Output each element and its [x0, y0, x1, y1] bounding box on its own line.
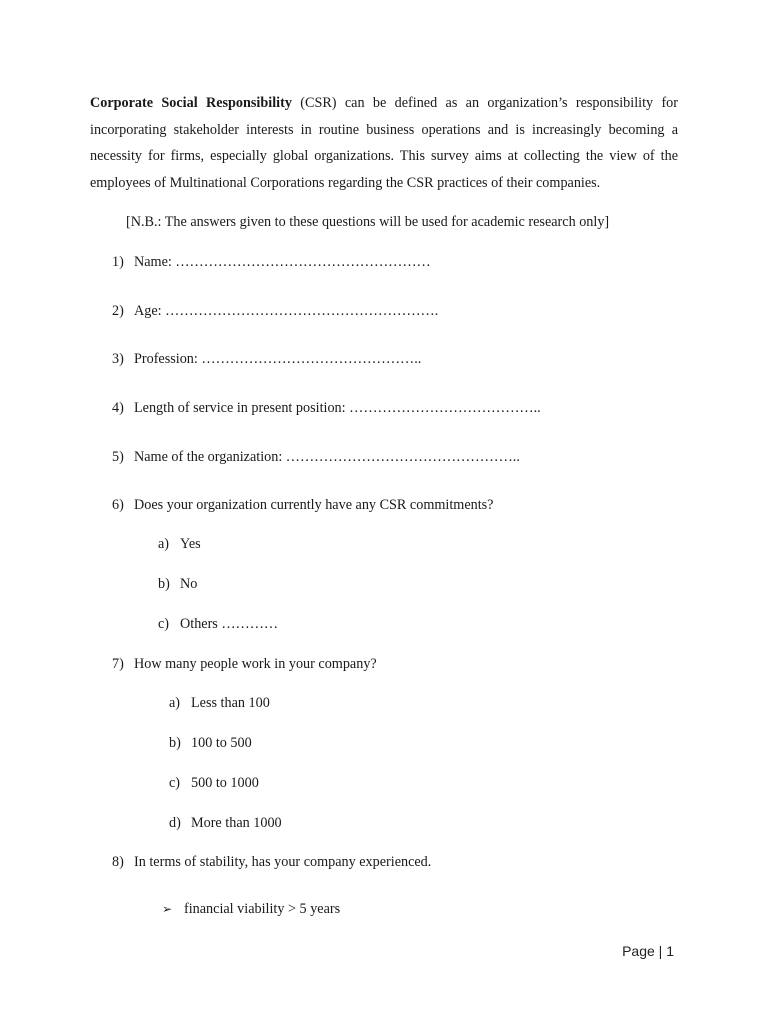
- option-letter: a): [158, 536, 170, 552]
- question-number: 8): [112, 854, 124, 870]
- question-number: 3): [112, 351, 124, 367]
- intro-text: (CSR) can be defined as an organization’s responsibility for incorporating stakeholder interests in routine business operations and is increasingly becoming a necessity for firms, especially global organizations. This survey aims at collecting the view of the employees of Multinational Corporations regarding the CSR practices of their companies.: [90, 95, 678, 191]
- question-number: 2): [112, 303, 124, 319]
- option-text: Others …………: [180, 616, 279, 632]
- option-text: More than 1000: [191, 815, 282, 831]
- research-note: [N.B.: The answers given to these questions will be used for academic research only]: [126, 214, 610, 230]
- question-number: 7): [112, 656, 124, 672]
- question-number: 4): [112, 400, 124, 416]
- question-text: In terms of stability, has your company experienced.: [134, 854, 432, 870]
- option-letter: a): [169, 695, 181, 711]
- question-text: How many people work in your company?: [134, 656, 377, 672]
- question-number: 6): [112, 497, 124, 513]
- question-text: Age: ………………………………………………….: [134, 303, 439, 319]
- option-text: Yes: [180, 536, 201, 552]
- intro-paragraph: [90, 90, 678, 196]
- question-text: Name of the organization: …………………………………………..: [134, 449, 520, 465]
- question-number: 5): [112, 449, 124, 465]
- question-text: Name: ………………………………………………: [134, 254, 431, 270]
- bullet-text: financial viability > 5 years: [184, 901, 341, 917]
- option-text: 500 to 1000: [191, 775, 259, 791]
- option-letter: d): [169, 815, 181, 831]
- option-letter: c): [158, 616, 170, 632]
- option-text: Less than 100: [191, 695, 270, 711]
- option-text: 100 to 500: [191, 735, 252, 751]
- option-letter: b): [158, 576, 170, 592]
- option-letter: b): [169, 735, 181, 751]
- question-text: Does your organization currently have any CSR commitments?: [134, 497, 494, 513]
- page-number-footer: Page | 1: [622, 943, 674, 959]
- question-text: Profession: ………………………………………..: [134, 351, 422, 367]
- intro-bold-term: Corporate Social Responsibility: [90, 95, 292, 111]
- option-letter: c): [169, 775, 181, 791]
- arrow-bullet-icon: ➢: [162, 902, 173, 916]
- question-text: Length of service in present position: …………………………………..: [134, 400, 541, 416]
- option-text: No: [180, 576, 198, 592]
- question-number: 1): [112, 254, 124, 270]
